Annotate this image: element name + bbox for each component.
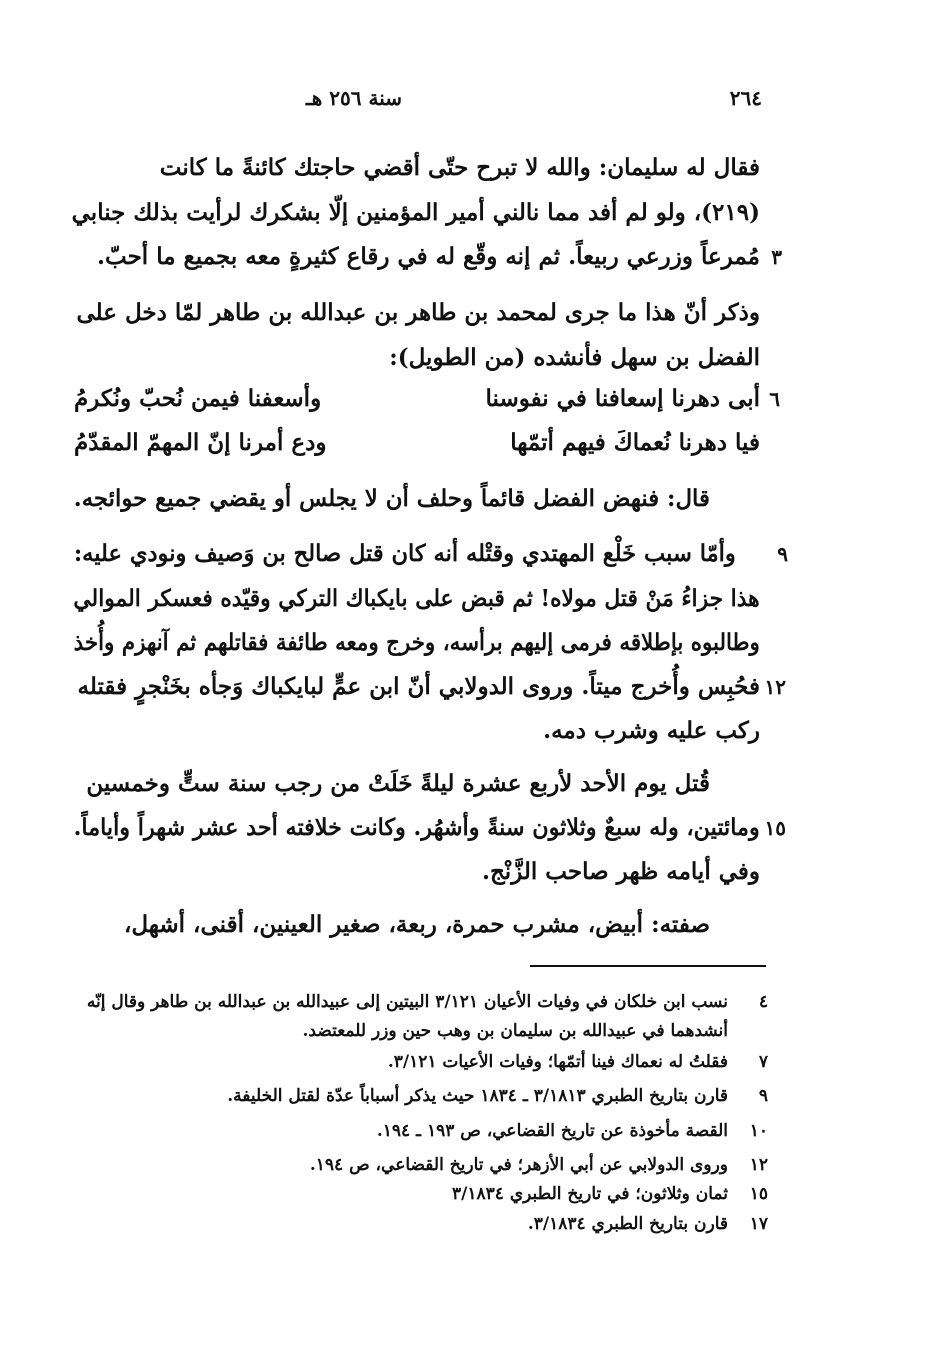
footnote-number: ٩ bbox=[758, 1086, 768, 1106]
footnote-number: ١٠ bbox=[749, 1121, 768, 1141]
footnote-separator bbox=[530, 965, 766, 967]
running-title-year: سنة ٢٥٦ هـ bbox=[305, 86, 402, 110]
line-number: ١٢ bbox=[764, 675, 786, 699]
text-line: الفضل بن سهل فأنشده (من الطويل): bbox=[389, 344, 760, 371]
footnote-text: قارن بتاريخ الطبري ٣/١٨٣٤. bbox=[527, 1214, 728, 1234]
text-line: ومائتين، وله سبعٌ وثلاثون سنةً وأشهُر. وكانت خلافته أحد عشر شهراً وأياماً. bbox=[73, 814, 760, 841]
text-line: ركب عليه وشرب دمه. bbox=[543, 717, 760, 744]
text-line: قال: فنهض الفضل قائماً وحلف أن لا يجلس أو يقضي جميع حوائجه. bbox=[73, 485, 710, 512]
text-line: وذكر أنّ هذا ما جرى لمحمد بن طاهر بن عبدالله بن طاهر لمّا دخل على bbox=[76, 299, 760, 326]
line-number: ٦ bbox=[769, 387, 780, 411]
line-number: ٣ bbox=[771, 245, 782, 269]
text-line: فقال له سليمان: والله لا تبرح حتّى أقضي حاجتك كائنةً ما كانت bbox=[159, 154, 760, 181]
text-line: وفي أيامه ظهر صاحب الزَّنْج. bbox=[481, 858, 760, 885]
footnote-number: ١٢ bbox=[749, 1155, 768, 1175]
footnote-number: ١٧ bbox=[749, 1214, 768, 1234]
footnote-text: ثمان وثلاثون؛ في تاريخ الطبري ٣/١٨٣٤ bbox=[452, 1184, 728, 1204]
text-line: هذا جزاءُ مَنْ قتل مولاه! ثم قبض على بايكباك التركي وقيّده فعسكر الموالي bbox=[73, 585, 760, 612]
footnote-text: أنشدهما في عبيدالله بن سليمان بن وهب حين وزر للمعتضد. bbox=[302, 1021, 728, 1041]
line-number: ١٥ bbox=[764, 816, 786, 840]
footnote-text: وروى الدولابي عن أبي الأزهر؛ في تاريخ القضاعي، ص ١٩٤. bbox=[309, 1155, 728, 1175]
footnote-text: فقلتُ له نعماك فينا أتمّها؛ وفيات الأعيات ٣/١٢١. bbox=[387, 1052, 728, 1072]
footnote-text: نسب ابن خلكان في وفيات الأعيان ٣/١٢١ البيتين إلى عبيدالله بن عبدالله بن طاهر وقال إنّه bbox=[86, 992, 728, 1012]
text-line: (٢١٩)، ولو لم أفد مما نالني أمير المؤمنين إلّا بشكرك لرأيت بذلك جنابي bbox=[71, 199, 760, 226]
text-line: مُمرعاً وزرعي ربيعاً. ثم إنه وقّع له في رقاع كثيرةٍ معه بجميع ما أحبّ. bbox=[97, 243, 760, 270]
text-line: وأمّا سبب خَلْع المهتدي وقتْله أنه كان قتل صالح بن وَصيف ونودي عليه: bbox=[73, 540, 736, 567]
text-line: فحُبِس وأُخرج ميتاً. وروى الدولابي أنّ ابن عمٍّ لبايكباك وَجأه بخَنْجرٍ فقتله bbox=[77, 673, 760, 700]
running-header bbox=[70, 86, 762, 116]
footnote-number: ٧ bbox=[758, 1052, 768, 1072]
verse-hemistich-right: فيا دهرنا نُعماكَ فيهم أتمّها bbox=[510, 429, 760, 456]
verse-hemistich-left: ودع أمرنا إنّ المهمّ المقدّمُ bbox=[74, 429, 327, 456]
verse-hemistich-left: وأسعفنا فيمن نُحبّ ونُكرمُ bbox=[74, 385, 322, 412]
text-line: صفته: أبيض، مشرب حمرة، ربعة، صغير العينين، أقنى، أشهل، bbox=[123, 911, 710, 938]
verse-hemistich-right: أبى دهرنا إسعافنا في نفوسنا bbox=[485, 385, 760, 412]
footnote-text: القصة مأخوذة عن تاريخ القضاعي، ص ١٩٣ ـ ١٩٤. bbox=[376, 1121, 728, 1141]
line-number: ٩ bbox=[777, 542, 788, 566]
footnote-text: قارن بتاريخ الطبري ٣/١٨١٣ ـ ١٨٣٤ حيث يذكر أسباباً عدّة لقتل الخليفة. bbox=[227, 1086, 728, 1106]
text-line: قُتل يوم الأحد لأربع عشرة ليلةً خَلَتْ من رجب سنة ستٍّ وخمسين bbox=[86, 770, 710, 797]
text-line: وطالبوه بإطلاقه فرمى إليهم برأسه، وخرج ومعه طائفة فقاتلهم ثم آنهزم وأُخذ bbox=[73, 629, 760, 656]
footnote-number: ٤ bbox=[758, 992, 768, 1012]
footnote-number: ١٥ bbox=[749, 1184, 768, 1204]
page-number: ٢٦٤ bbox=[729, 86, 762, 110]
